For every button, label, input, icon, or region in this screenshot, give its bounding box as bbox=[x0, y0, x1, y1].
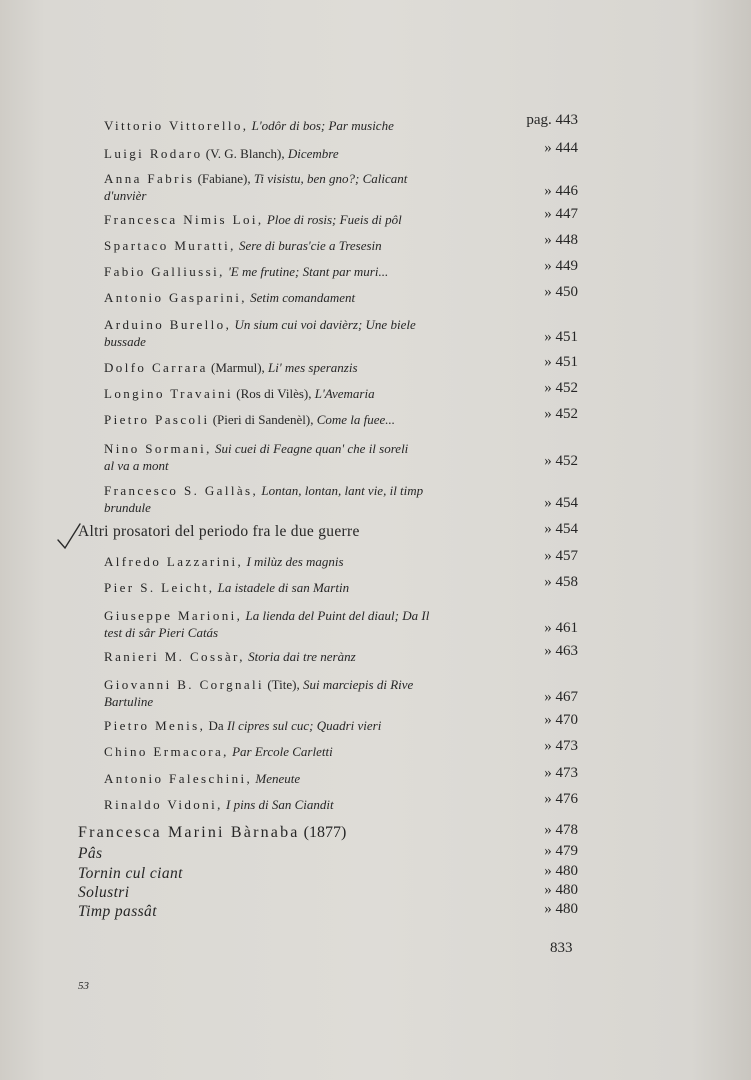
entry-title: 'E me frutine; Stant par muri... bbox=[228, 264, 389, 279]
toc-entry bbox=[104, 553, 499, 570]
entry-title: Dicembre bbox=[287, 146, 339, 161]
toc-entry bbox=[104, 743, 499, 760]
entry-title: Par Ercole Carletti bbox=[232, 744, 333, 759]
author-name: Francesca Marini Bàrnaba bbox=[78, 824, 300, 841]
page-reference: pag. 443 bbox=[526, 112, 578, 128]
page-reference: » 480 bbox=[544, 882, 578, 898]
entry-author: Antonio Faleschini, bbox=[104, 771, 253, 786]
work-title: Timp passât bbox=[78, 903, 157, 920]
toc-entry bbox=[104, 411, 499, 428]
entry-author: Francesca Nimis Loi, bbox=[104, 212, 264, 227]
page-reference: » 452 bbox=[544, 406, 578, 422]
entry-author: Chino Ermacora, bbox=[104, 744, 229, 759]
page-reference: » 448 bbox=[544, 232, 578, 248]
page-reference: » 461 bbox=[544, 620, 578, 636]
signature-mark: 53 bbox=[78, 980, 89, 992]
entry-title: Come la fuee... bbox=[316, 412, 396, 427]
page-reference: » 454 bbox=[544, 495, 578, 511]
entry-author: Pier S. Leicht, bbox=[104, 580, 215, 595]
toc-entry bbox=[104, 717, 499, 734]
entry-title: Setim comandament bbox=[250, 290, 356, 305]
entry-author: Longino Travaini bbox=[104, 386, 234, 401]
entry-note: (Fabiane), bbox=[197, 171, 251, 186]
page-reference: » 446 bbox=[544, 183, 578, 199]
toc-entry bbox=[104, 607, 499, 624]
entry-author: Fabio Galliussi, bbox=[104, 264, 225, 279]
page-reference: » 447 bbox=[544, 206, 578, 222]
toc-entry bbox=[104, 648, 499, 665]
entry-note: (Tite), bbox=[267, 677, 300, 692]
page-reference: » 480 bbox=[544, 901, 578, 917]
toc-entry bbox=[104, 676, 499, 693]
entry-title: I milùz des magnis bbox=[246, 554, 344, 569]
entry-note: (Marmul), bbox=[211, 360, 265, 375]
toc-entry bbox=[104, 440, 499, 457]
toc-entry bbox=[104, 237, 499, 254]
entry-title: Li' mes speranzis bbox=[268, 360, 358, 375]
toc-entry bbox=[104, 796, 499, 813]
page-reference: » 444 bbox=[544, 140, 578, 156]
toc-entry bbox=[104, 385, 499, 402]
entry-author: Dolfo Carrara bbox=[104, 360, 208, 375]
entry-author: Pietro Pascoli bbox=[104, 412, 210, 427]
entry-author: Luigi Rodaro bbox=[104, 146, 203, 161]
entry-title: L'Avemaria bbox=[314, 386, 375, 401]
entry-author: Arduino Burello, bbox=[104, 317, 232, 332]
page-reference: » 458 bbox=[544, 574, 578, 590]
page-reference: » 451 bbox=[544, 354, 578, 370]
page-reference: » 470 bbox=[544, 712, 578, 728]
major-author-heading bbox=[78, 824, 346, 842]
entry-title-continuation: bussade bbox=[104, 334, 146, 349]
entry-author: Anna Fabris bbox=[104, 171, 195, 186]
entry-title: Ti visistu, ben gno?; Calicant bbox=[253, 171, 408, 186]
toc-entry bbox=[104, 316, 499, 333]
work-title: Tornin cul ciant bbox=[78, 865, 183, 882]
toc-entry bbox=[104, 117, 499, 134]
entry-title-continuation: test di sâr Pieri Catás bbox=[104, 625, 219, 640]
work-title: Pâs bbox=[78, 845, 103, 862]
entry-note: (Pieri di Sandenèl), bbox=[212, 412, 314, 427]
work-title: Solustri bbox=[78, 884, 130, 901]
entry-author: Ranieri M. Cossàr, bbox=[104, 649, 245, 664]
toc-entry bbox=[104, 211, 499, 228]
entry-author: Rinaldo Vidoni, bbox=[104, 797, 223, 812]
entry-title-continuation: d'unvièr bbox=[104, 188, 147, 203]
entry-author: Antonio Gasparini, bbox=[104, 290, 247, 305]
toc-entry bbox=[104, 263, 499, 280]
page-reference: » 479 bbox=[544, 843, 578, 859]
page-reference: » 457 bbox=[544, 548, 578, 564]
toc-entry bbox=[104, 289, 499, 306]
handwritten-check-mark bbox=[56, 520, 82, 550]
entry-title: Un sium cui voi davièrz; Une biele bbox=[234, 317, 416, 332]
page-reference: » 463 bbox=[544, 643, 578, 659]
page-reference: » 452 bbox=[544, 380, 578, 396]
entry-note: (V. G. Blanch), bbox=[205, 146, 285, 161]
toc-entry bbox=[104, 170, 499, 187]
entry-title: Sui cuei di Feagne quan' che il soreli bbox=[215, 441, 409, 456]
entry-author: Pietro Menis, bbox=[104, 718, 206, 733]
page-reference: » 473 bbox=[544, 738, 578, 754]
page-reference: » 449 bbox=[544, 258, 578, 274]
entry-author: Giovanni B. Corgnali bbox=[104, 677, 265, 692]
toc-entry bbox=[104, 359, 499, 376]
entry-author: Vittorio Vittorello, bbox=[104, 118, 249, 133]
entry-note: (Ros di Vilès), bbox=[236, 386, 312, 401]
entry-author: Francesco S. Gallàs, bbox=[104, 483, 259, 498]
entry-author: Nino Sormani, bbox=[104, 441, 212, 456]
toc-entry bbox=[104, 482, 499, 499]
entry-title: Meneute bbox=[255, 771, 301, 786]
entry-title-continuation: al va a mont bbox=[104, 458, 169, 473]
entry-title: L'odôr di bos; Par musiche bbox=[251, 118, 394, 133]
page-reference: » 450 bbox=[544, 284, 578, 300]
entry-title: Sere di buras'cie a Tresesin bbox=[239, 238, 382, 253]
entry-note: Da bbox=[208, 718, 224, 733]
entry-author: Giuseppe Marioni, bbox=[104, 608, 243, 623]
entry-title: I pins di San Ciandit bbox=[226, 797, 334, 812]
page-reference: » 454 bbox=[544, 521, 578, 537]
page-reference: » 452 bbox=[544, 453, 578, 469]
entry-title: Storia dai tre nerànz bbox=[248, 649, 356, 664]
author-years: (1877) bbox=[303, 824, 347, 841]
entry-author: Alfredo Lazzarini, bbox=[104, 554, 244, 569]
entry-title: La lienda del Puint del diaul; Da Il bbox=[245, 608, 430, 623]
toc-entry bbox=[104, 145, 499, 162]
page-number: 833 bbox=[550, 940, 573, 956]
entry-title: La istadele di san Martin bbox=[217, 580, 350, 595]
entry-author: Spartaco Muratti, bbox=[104, 238, 236, 253]
page-reference: » 480 bbox=[544, 863, 578, 879]
entry-title: Sui marciepis di Rive bbox=[302, 677, 414, 692]
toc-entry bbox=[104, 579, 499, 596]
page-reference: » 478 bbox=[544, 822, 578, 838]
page-reference: » 467 bbox=[544, 689, 578, 705]
page-reference: » 476 bbox=[544, 791, 578, 807]
entry-title-continuation: brundule bbox=[104, 500, 151, 515]
toc-entry bbox=[104, 770, 499, 787]
entry-title-continuation: Bartuline bbox=[104, 694, 154, 709]
entry-title: Lontan, lontan, lant vie, il timp bbox=[261, 483, 424, 498]
entry-title: Il cipres sul cuc; Quadri vieri bbox=[226, 718, 382, 733]
section-heading: Altri prosatori del periodo fra le due guerre bbox=[78, 523, 360, 540]
page-reference: » 473 bbox=[544, 765, 578, 781]
page-reference: » 451 bbox=[544, 329, 578, 345]
entry-title: Ploe di rosis; Fueis di pôl bbox=[266, 212, 402, 227]
